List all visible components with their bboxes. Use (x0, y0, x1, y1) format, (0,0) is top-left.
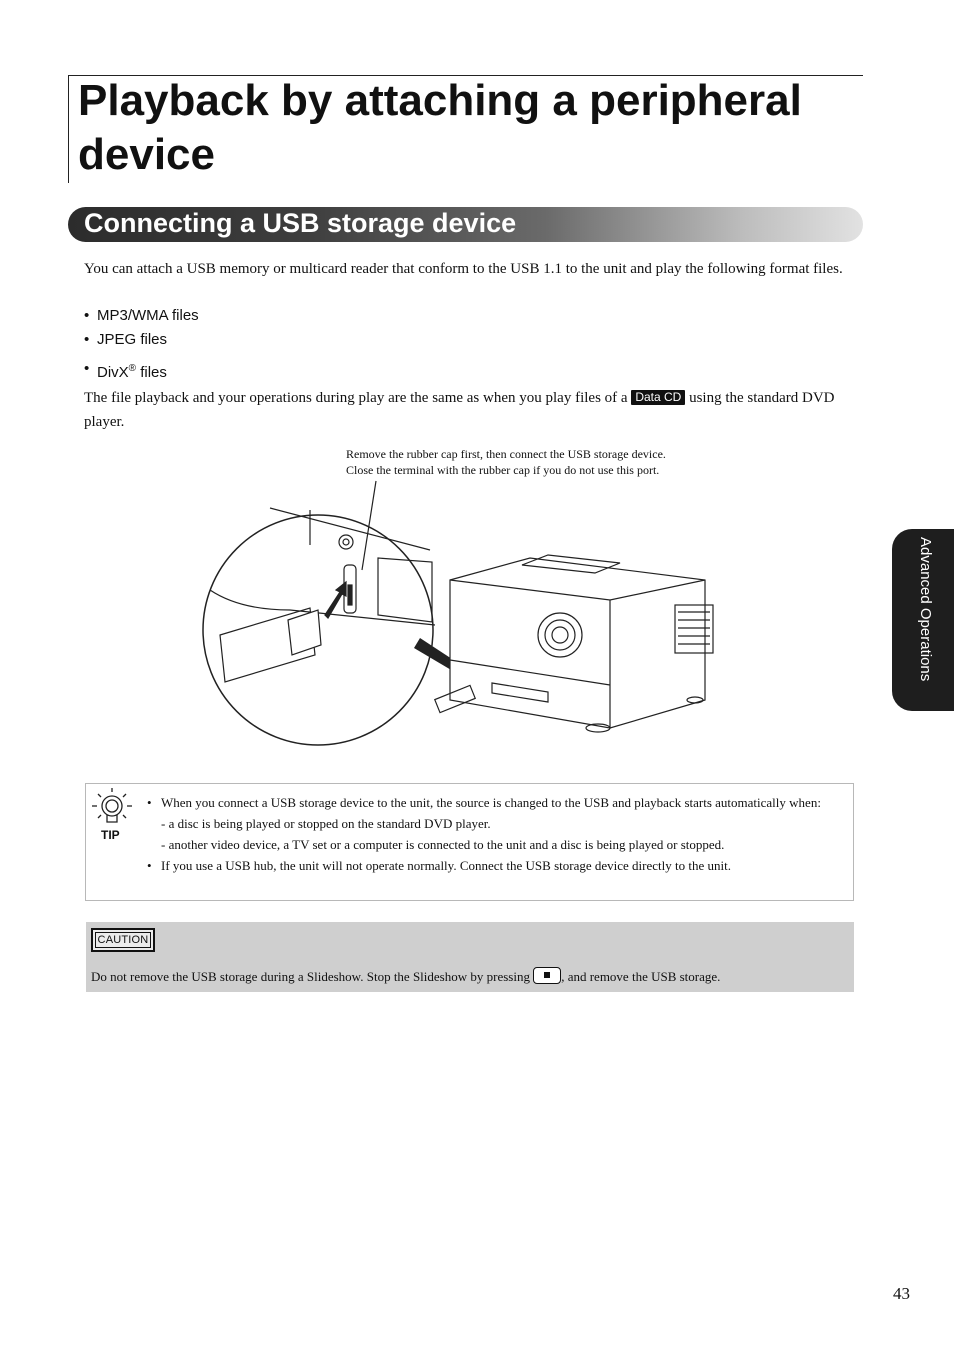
insert-arrow (325, 582, 346, 618)
format-item-label: JPEG files (97, 331, 168, 348)
title-side-rule (68, 75, 69, 183)
tip-sub-item: - a disc is being played or stopped on the standard DVD player. (161, 816, 491, 831)
section-title: Connecting a USB storage device (84, 208, 517, 238)
intro-paragraph: You can attach a USB memory or multicard reader that conform to the USB 1.1 to the unit and play the following format files. (84, 261, 843, 277)
data-cd-badge: Data CD (631, 390, 685, 405)
usb-connection-illustration (200, 470, 730, 755)
format-item-mp3 (84, 304, 484, 328)
page-number: 43 (893, 1284, 910, 1303)
format-item-jpeg (84, 328, 484, 352)
tip-item: • When you connect a USB storage device to the unit, the source is changed to the USB and playback starts automatically when: (147, 792, 847, 813)
format-item-divx (84, 352, 484, 386)
callout-line: Remove the rubber cap first, then connect the USB storage device. (346, 447, 666, 461)
caution-text (91, 966, 851, 988)
unit-edge (270, 508, 430, 550)
tip-item: • If you use a USB hub, the unit will not operate normally. Connect the USB storage device directly to the unit. (147, 855, 847, 876)
stop-button-icon (533, 967, 561, 984)
unit-panel (378, 558, 432, 622)
caution-label-text: CAUTION (95, 932, 151, 948)
playback-paragraph (84, 386, 859, 434)
format-item-suffix: files (136, 364, 167, 381)
tip-sub-item: - another video device, a TV set or a computer is connected to the unit and a disc is being played or stopped. (161, 837, 725, 852)
caution-label (91, 928, 155, 952)
format-list (84, 304, 484, 386)
projector-body (450, 558, 705, 728)
headphone-jack-inner (343, 539, 349, 545)
playback-text-after: using the standard DVD player. (84, 390, 835, 430)
registered-mark: ® (128, 363, 137, 374)
format-item-label: MP3/WMA files (97, 307, 199, 324)
caution-text-after: , and remove the USB storage. (561, 969, 721, 984)
usb-port-slot (348, 585, 352, 605)
page-title: Playback by attaching a peripheral device (78, 76, 802, 179)
headphone-jack (339, 535, 353, 549)
callout-line: Close the terminal with the rubber cap if you do not use this port. (346, 463, 660, 477)
callout-leader-line (362, 481, 376, 570)
unit-edge (210, 590, 435, 625)
chapter-side-tab-label: Advanced Operations (917, 537, 934, 682)
tip-list (147, 792, 847, 876)
caution-text-before: Do not remove the USB storage during a Slideshow. Stop the Slideshow by pressing (91, 969, 534, 984)
format-item-label: DivX (97, 364, 129, 381)
tip-label: TIP (101, 828, 120, 842)
usb-stick-connector (288, 610, 321, 655)
illustration-strokes (203, 481, 713, 745)
playback-text-before: The file playback and your operations during play are the same as when you play files of a (84, 390, 632, 406)
